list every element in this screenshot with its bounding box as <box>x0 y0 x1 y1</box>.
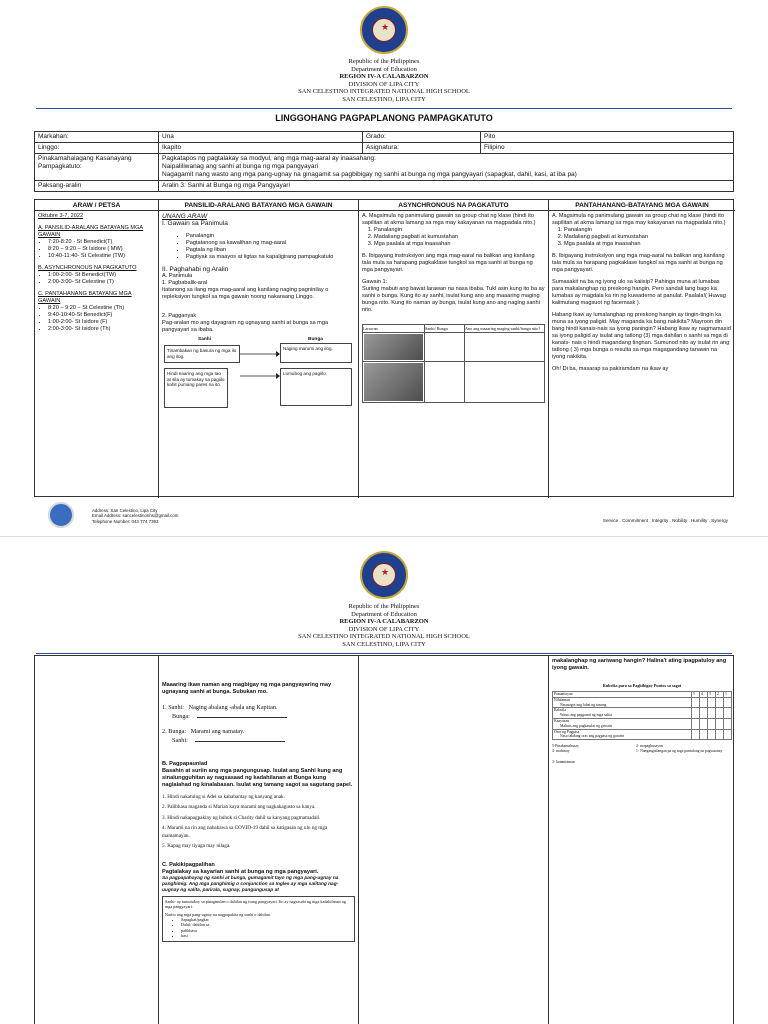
header-department: Department of Education <box>351 610 417 618</box>
header-divider <box>36 653 732 654</box>
async-instruction-b: B. Ibigayang instruksiyon ang mga mag-aaral na balikan ang kanilang tala mula sa harapang pagkaklase tungkol sa mga sanhi at bunga ng mga pangyayari. <box>362 253 535 273</box>
rubric-score-cell[interactable] <box>724 697 732 708</box>
kasanayan-label: Pinakamahalagang Kasanayang Pampagkatuto: <box>35 154 159 181</box>
document-page-2 <box>0 536 768 1024</box>
pang-ugnay-intro: Narito ang mga pang-ugnay na nagpapakita ng sanhi o dahilan. <box>165 911 271 917</box>
answer-line[interactable] <box>195 741 285 742</box>
table-header-larawan: Larawan <box>363 325 425 333</box>
debris-photo-icon <box>364 363 423 401</box>
schedule-item: • 7:20-8:20 - St Benedict(T) <box>48 239 155 246</box>
pagpapaunlad-heading: B. Pagpapaunlad <box>162 761 208 767</box>
q2-text: Marami ang namatay. <box>190 728 245 735</box>
deped-seal-icon: ★ <box>360 551 408 599</box>
criterion-desc: Malinis ang pagkasulat ng gawain <box>560 723 612 728</box>
paghahabi-heading: II. Paghahabi ng Aralin <box>162 266 229 273</box>
rubric-title: Rubriks para sa Pagbibigay Puntos sa sagot <box>602 683 682 688</box>
header-region: REGION IV-A CALABARZON <box>339 73 429 80</box>
rubric-score-cell[interactable] <box>724 708 732 719</box>
column-pansilid-continued <box>159 656 359 1024</box>
rubric-score-cell[interactable] <box>724 718 732 729</box>
rubric-score-cell[interactable] <box>700 729 708 740</box>
column-araw-header: ARAW / PETSA <box>35 200 158 211</box>
rubric-score-cell[interactable] <box>716 697 724 708</box>
unang-araw-label: UNANG ARAW <box>162 213 208 220</box>
footer-email: Email Address: sancelestinonhs@gmail.com <box>92 513 179 519</box>
q1b-row <box>162 712 355 721</box>
rubric-score-cell[interactable] <box>692 697 700 708</box>
rubric-score-cell[interactable] <box>716 718 724 729</box>
rubric-score-cell[interactable] <box>700 718 708 729</box>
asignatura-value: Filipino <box>481 143 734 154</box>
q2b-row <box>162 736 355 745</box>
kasanayan-line-1: Pagkatapos ng pagtalakay sa modyul, ang mga mag-aaral ay inaasahang: <box>162 155 376 162</box>
pang-ugnay-item: • kasi <box>181 933 352 938</box>
grado-label: Grado: <box>363 132 481 143</box>
home-paragraph-3: Oh! Di ba, masarap sa pakiramdam na ikaw ay <box>552 366 669 372</box>
async-list-item: 3. Mga paalala at mga inaasahan <box>374 241 545 248</box>
photo-cell <box>363 333 425 362</box>
asignatura-label: Asignatura: <box>363 143 481 154</box>
q1-row <box>162 703 355 712</box>
panimula-bullet: • Panalangin <box>186 233 355 240</box>
pagpapaunlad-text: Basahin at suriin ang mga pangungusap. Isulat ang Sanhi kung ang sinalungguhitan ay nagsasaad ng kadahilanan at Bunga kung naglalahad ng kinalabasan. Isulat ang tamang sagot sa sagutang papel. <box>162 768 353 788</box>
rubric-header-cell: 5 <box>692 692 700 698</box>
gawain-1-heading: Gawain 1: <box>362 279 388 285</box>
sentence-item: 1. Hindi nakatulog si Adel sa kababantay ng kanyang anak. <box>162 794 285 800</box>
home-instruction-b: B. Ibigayang instruksiyon ang mga mag-aaral na balikan ang kanilang tala mula sa harapang pagkaklase tungkol sa mga sanhi at bunga ng mga pangyayari. <box>552 253 725 273</box>
pang-ugnay-item: • palibhasa <box>181 928 352 933</box>
school-header-2 <box>0 603 768 648</box>
markahan-value: Una <box>159 132 363 143</box>
criterion-name: Kaayusan <box>554 718 569 723</box>
column-pantahanan-header: PANTAHANANG-BATAYANG MGA GAWAIN <box>549 200 735 211</box>
rubric-score-cell[interactable] <box>708 718 716 729</box>
kasanayan-value <box>159 154 734 181</box>
criterion-desc: Nasa takdang oras ang pagpasa ng gawain <box>560 734 625 739</box>
footer-motto: Service . Commitment . Integrity . Nobility . Humility . Synergy <box>602 518 728 523</box>
header-republic: Republic of the Philippines <box>348 58 420 65</box>
header-address: SAN CELESTINO, LIPA CITY <box>342 95 426 103</box>
section-b-heading: B. ASYNCHRONOUS NA PAGKATUTO <box>38 265 137 271</box>
home-list-item: 1. Panalangin <box>564 227 732 234</box>
rubric-score-cell[interactable] <box>692 718 700 729</box>
header-department: Department of Education <box>351 65 417 73</box>
async-instruction-a: A. Magsimula ng panimulang gawain sa group chat ng klase (hindi ito sapilitan at akma lamang sa mga may kakayanan na magpadala nito.) <box>362 213 536 226</box>
paganyak-heading: 2. Pagganyak <box>162 313 197 319</box>
home-list-item: 3. Mga paalala at mga inaasahan <box>564 241 732 248</box>
schedule-item: • 8:20 – 9:20 – St Isidore ( MW) <box>48 246 155 253</box>
pakikipagpalihan-text-2: Sa pagpapahayag ng sanhi at bunga, gumagamit tayo ng mga pang-ugnay na panghimig. Ang mga panghimig o conjunction sa Ingles ay mga salitang nag-uugnay ng salita, parirala, sugnay, pangungusap at <box>162 876 339 894</box>
rubric-score-cell[interactable] <box>700 697 708 708</box>
panimula-bullet: • Pagtiyak sa maayos at ligtas na kapaligirang pampagkatuto <box>186 254 355 261</box>
kasanayan-line-2: Naipaliliwanag ang sanhi at bunga ng mga pangyayari <box>162 163 319 170</box>
table-cell <box>465 333 545 362</box>
criterion-name: Nilalaman <box>554 697 570 702</box>
footer-contact <box>92 508 178 524</box>
lesson-grid-continued <box>34 655 734 1024</box>
section-a-heading: A. PANSILID-ARALANG BATAYANG MGA GAWAIN <box>38 225 144 238</box>
kasanayan-line-3: Nagagamit nang wasto ang mga pang-ugnay na ginagamit sa pagbibigay ng sanhi at bunga ng mga pangyayari (sapagkat, dahil, kasi, at iba pa) <box>162 171 577 178</box>
rubric-score-cell[interactable] <box>692 729 700 740</box>
header-region: REGION IV-A CALABARZON <box>339 618 429 625</box>
column-pansilid <box>159 200 359 498</box>
sentence-item: 2. Palibhasa maganda si Marian kaya marami ang nagkakagusto sa kanya. <box>162 804 316 811</box>
header-division: DIVISION OF LIPA CITY <box>348 80 420 88</box>
scale-item: 2- mapaghusayan <box>636 744 663 749</box>
schedule-item: • 2:00-3:00- St Celestine (T) <box>48 279 155 286</box>
scale-item: 4- mahusay <box>552 749 570 754</box>
info-table <box>34 131 734 192</box>
markahan-label: Markahan: <box>35 132 159 143</box>
header-division: DIVISION OF LIPA CITY <box>348 625 420 633</box>
schedule-item: • 8:20 – 9:20 – St Celestine (Th) <box>48 305 155 312</box>
rubric-score-cell[interactable] <box>708 729 716 740</box>
q2-row <box>162 727 355 736</box>
schedule-item: • 1:00-2:00- St Isidore (F) <box>48 319 155 326</box>
sentence-item: 4. Marami na rin ang nababawa sa COVID-19 dahil sa katigasan ng ulo ng mga mamamayan. <box>162 825 328 839</box>
rubric-score-cell[interactable] <box>708 697 716 708</box>
criterion-desc: Nasasagot ang lahat ng tanong <box>560 702 607 707</box>
column-araw <box>35 200 159 498</box>
rubric-header-cell: 3 <box>708 692 716 698</box>
criterion-name: Balarila <box>554 708 567 713</box>
paksa-value: Aralin 3: Sanhi at Bunga ng mga Pangyayari <box>159 181 734 192</box>
school-header <box>0 58 768 103</box>
footer-phone: Telephone Number: 043 774 7393 <box>92 518 159 524</box>
rubric-score-cell[interactable] <box>708 708 716 719</box>
school-logo-icon <box>48 502 74 528</box>
pang-ugnay-item: • Sapagkat/pagkat <box>181 917 352 922</box>
lesson-grid <box>34 199 734 497</box>
rubric-score-cell[interactable] <box>692 708 700 719</box>
diagram-sanhi-label: Sanhi <box>198 337 212 342</box>
column-asynchronous <box>359 200 549 498</box>
pakikipagpalihan-heading: C. Pakikipagpalihan <box>162 862 215 869</box>
home-paragraph-2: Habang ikaw ay lumalanghap ng preskong hangin ay tingin-tingin ka muna sa iyong paligid. May maganda ka bang nakikita? Mayroon din bang hindi kanais-nais sa iyong paningin? Habang ikaw ay nagmamasid sa iyong paligid ay isulat ang tatlong (3) mga dahilan o sanhi sa mga di kanais- nais o hindi magandang tingnan. Sumunod nito ay isulat rin ang tatlong ( 3) mga bunga o resulta sa mga magagandang tanawin na iyong nakikita. <box>552 312 731 360</box>
gawain-1-text: Suriing mabuti ang bawat larawan na nasa ibaba. Tukl asin kung ito ba ay sanhi o bunga. Kung ito ay sanhi, isulat kung ano ang maaaring maging bunga nito. Kung ito naman ay bunga, isulat kung ano ang naging sanhi nito. <box>362 286 545 313</box>
column-araw-continued <box>35 656 159 1024</box>
diagram-sanhi-box-1: Tinambakan ng basura ng mga ilo ang ilog. <box>164 345 240 363</box>
rubric-header-cell: 4 <box>700 692 708 698</box>
column-pansilid-header: PANSILID-ARALANG BATAYANG MGA GAWAIN <box>159 200 358 211</box>
header-address: SAN CELESTINO, LIPA CITY <box>342 640 426 648</box>
rubric-header-cell: 2 <box>716 692 724 698</box>
home-instruction-a: A. Magsimula ng panimulang gawain sa group chat ng klase (hindi ito sapilitan at akma lamang sa mga may kakayanan na magpadala nito.) <box>552 213 726 226</box>
q1b-label: Bunga: <box>172 713 190 720</box>
home-continued-text: makalanghap ng sariwang hangin? Halina't ating ipagpatuloy ang iyong gawain. <box>552 658 727 671</box>
table-header-ano: Ano ang maaaring maging sanhi/bunga nito? <box>465 325 545 333</box>
grado-value: Pito <box>481 132 734 143</box>
paganyak-text: Pag-aralan mo ang dayagram ng ugnayang sanhi at bunga sa mga pangyayari sa ibaba. <box>162 320 329 333</box>
q1-label: 1. Sanhi: <box>162 704 185 711</box>
diagram-bunga-label: Bunga <box>308 337 323 342</box>
photo-cell <box>363 362 425 403</box>
home-paragraph-1: Sumasakit na ba ng iyong ulo sa kaiisip? Pahinga muna at lumabas para makalanghap ng preskong hangin. Pero sandali lang bago ka lumabas ay magdala ka rin ng kuwaderno at panulat. Paalala!( Huwag kalimutang magsuot ng facemask ). <box>552 279 726 306</box>
column-asynchronous-continued <box>359 656 549 1024</box>
rubric-criterion <box>553 729 692 740</box>
criterion-name: Oras ng Pagpasa <box>554 729 580 734</box>
schedule-item: • 2:00-3:00- St Isidore (Th) <box>48 326 155 333</box>
schedule-item: • 1:00-2:00- St Benedict(TW) <box>48 272 155 279</box>
q2-label: 2. Bunga: <box>162 728 187 735</box>
diagram-arrows <box>240 346 280 386</box>
rubric-score-cell[interactable] <box>716 708 724 719</box>
panimula-heading: A. Panimula <box>162 273 193 279</box>
column-asynchronous-header: ASYNCHRONOUS NA PAGKATUTO <box>359 200 548 211</box>
header-school: SAN CELESTINO INTEGRATED NATIONAL HIGH SCHOOL <box>298 633 470 640</box>
balikaral-text: Itatanong sa ilang mga mag-aaral ang kanilang naging pagninilay o repleksiyon tungkol sa mga gawain noong nakaraang Linggo. <box>162 287 329 300</box>
sanhi-definition-box <box>162 896 355 942</box>
section-c-heading: C. PANTAHANANG BATAYANG MGA GAWAIN <box>38 291 132 304</box>
header-school: SAN CELESTINO INTEGRATED NATIONAL HIGH SCHOOL <box>298 88 470 95</box>
diagram-sanhi-box-2: Hindi naaring ang mga tao at sila ay tumakay sa pagiilo kahit pumang pares na ito. <box>164 368 228 408</box>
schedule-item: • 9:40-10:40-St Benedict(F) <box>48 312 155 319</box>
linggo-label: Linggo: <box>35 143 159 154</box>
diagram-bunga-box-1: Naging marumi ang ilog. <box>280 343 352 363</box>
date-range: Oktubre 3-7, 2022 <box>38 213 84 219</box>
pang-ugnay-item: • Dahil/ dahilan sa <box>181 922 352 927</box>
column-pantahanan-continued <box>549 656 735 1024</box>
rubric-scale <box>552 744 732 774</box>
q2b-label: Sanhi: <box>172 737 188 744</box>
linggo-value: Ikapito <box>159 143 363 154</box>
rubric-header-cell: Pamantayan <box>553 692 692 698</box>
answer-line[interactable] <box>197 717 287 718</box>
page-title: LINGGOHANG PAGPAPLANONG PAMPAGKATUTO <box>275 113 493 123</box>
gawain-panimula-heading: I. Gawain sa Panimula <box>162 220 228 227</box>
criterion-desc: Wasto ang paggamit ng mga salita <box>560 713 613 718</box>
footer-address: Address: San Celestino, Lipa City <box>92 508 158 513</box>
schedule-item: • 10:40-11:40- St Celestine (TW) <box>48 253 155 260</box>
page-footer <box>0 498 768 532</box>
sanhi-bunga-diagram <box>162 336 355 416</box>
scale-item: 5-Pinakamahusay <box>552 744 579 749</box>
rubric-score-cell[interactable] <box>724 729 732 740</box>
gawain-1-table <box>362 324 545 403</box>
q1-text: Naging abalang -abala ang Kapitan. <box>188 704 278 711</box>
rubric-criterion <box>553 708 692 719</box>
panimula-bullet: • Pagtala ng liban <box>186 247 355 254</box>
pagpapaunlad-items <box>162 794 355 850</box>
sanhi-definition: Sanhi- ay tumutukoy sa pinagmulan o dahilan ng isang pangyayari. Ito ay nagsasabi ng mga kadahilanan ng mga pangyayari. <box>165 898 346 910</box>
pakikipagpalihan-text: Pagtalakay sa kayarian sanhi at bunga ng mga pangyayari. <box>162 869 319 876</box>
sentence-item: 3. Hindi nakapagpaklay ng buhok si Charity dahil sa kanyang pagmamadali. <box>162 814 321 821</box>
rubric-table <box>552 691 732 740</box>
async-list-item: 2. Madaliang pagbati at kumustahan <box>374 234 545 241</box>
exercise-block <box>162 703 355 745</box>
home-list-item: 2. Madaliang pagbati at kumustahan <box>564 234 732 241</box>
intro-text: Maaaring ikaw naman ang magbigay ng mga pangyayaring may ugnayang sanhi at bunga. Subukan mo. <box>162 682 332 695</box>
flood-photo-icon <box>364 334 423 360</box>
diagram-bunga-box-2: Lumubog ang pagiilo. <box>280 368 352 406</box>
rubric-criterion <box>553 718 692 729</box>
paksa-label: Paksang-aralin <box>35 181 159 192</box>
async-list-item: 1. Panalangin <box>374 227 545 234</box>
rubric-criterion <box>553 697 692 708</box>
scale-item: 3- katamtaman <box>552 760 575 765</box>
table-cell <box>465 362 545 403</box>
panimula-bullet: • Pagtatanong sa kawalihan ng mag-aaral <box>186 240 355 247</box>
rubric-score-cell[interactable] <box>716 729 724 740</box>
column-pantahanan <box>549 200 735 498</box>
scale-item: 1- Nangangailangan pa ng mga pantulong na pagsasanay <box>636 749 723 754</box>
deped-seal-icon: ★ <box>360 6 408 54</box>
header-divider <box>36 108 732 109</box>
sentence-item: 5. Kapag may tiyaga may nilaga. <box>162 843 231 850</box>
table-header-sanhi-bunga: Sanhi/ Bunga <box>425 325 465 333</box>
rubric-header-cell: 1 <box>724 692 732 698</box>
rubric-score-cell[interactable] <box>700 708 708 719</box>
table-cell <box>425 362 465 403</box>
header-republic: Republic of the Philippines <box>348 603 420 610</box>
balikaral-heading: 1. Pagbabalik-aral <box>162 280 208 286</box>
table-cell <box>425 333 465 362</box>
